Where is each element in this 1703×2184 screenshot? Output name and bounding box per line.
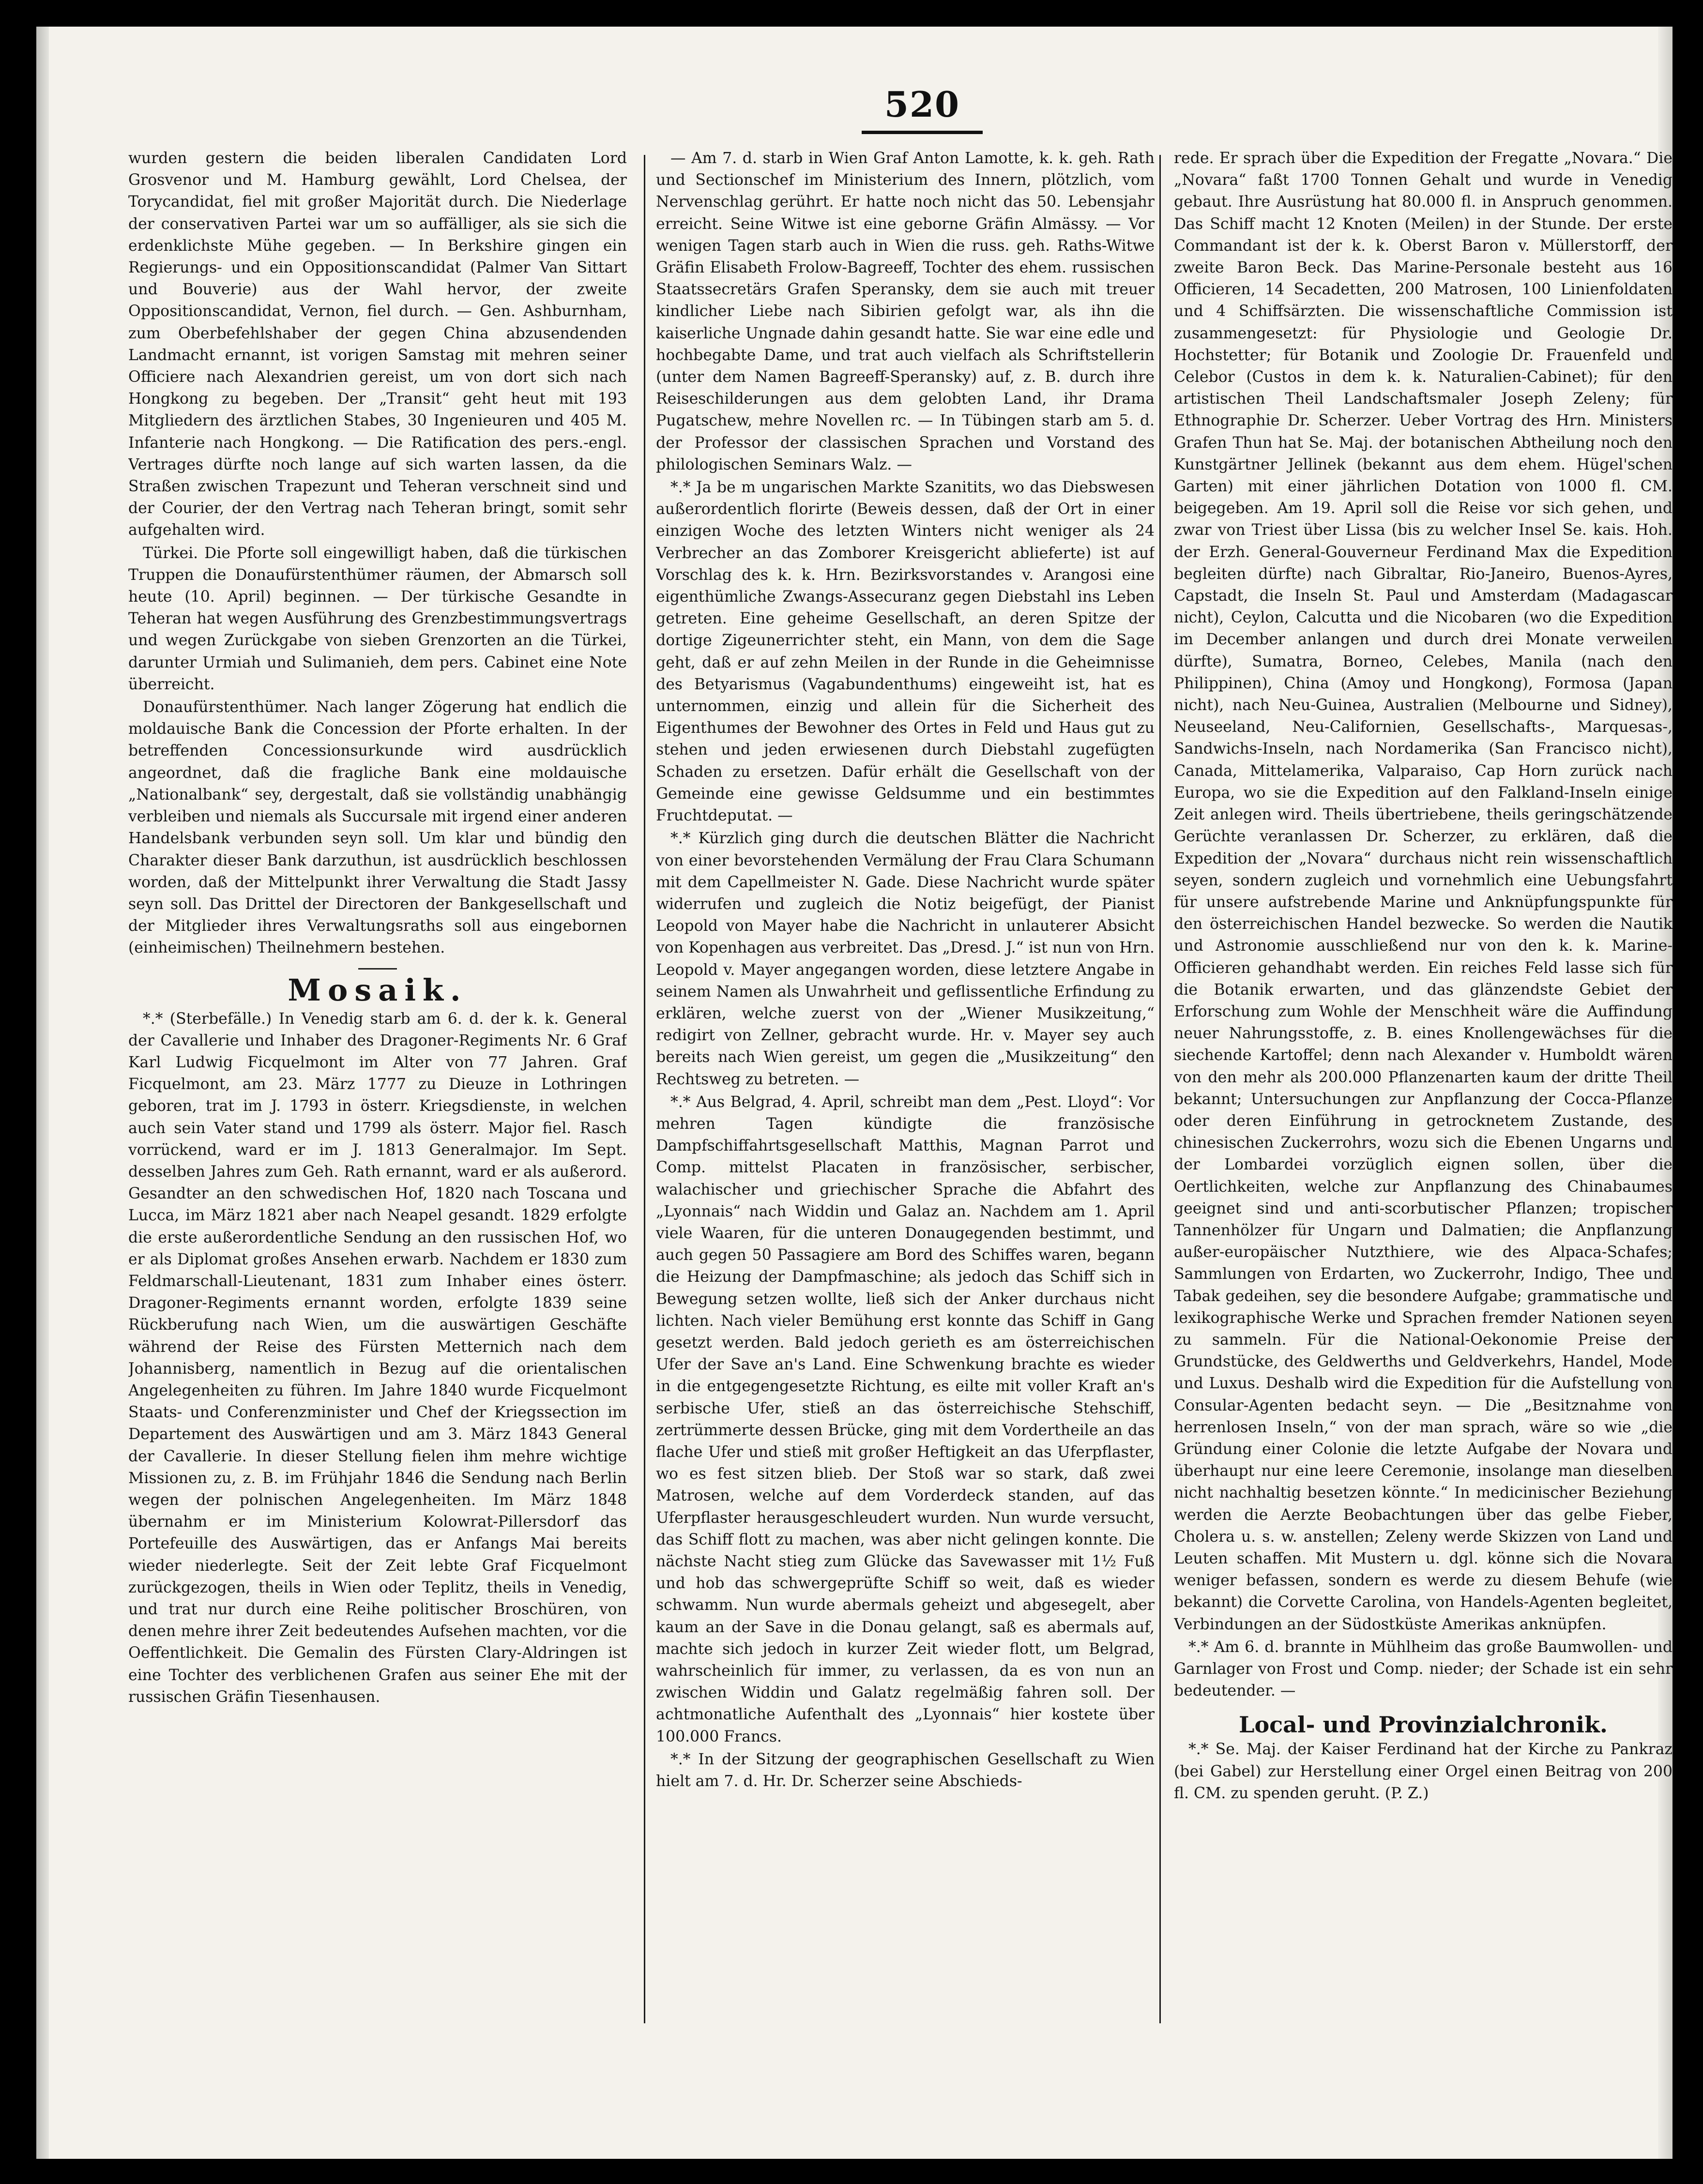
newspaper-page [36,27,1673,2159]
column-3 [1174,148,1673,2055]
paragraph: *.* Kürzlich ging durch die deutschen Blätter die Nachricht von einer bevorstehenden Vermälung der Frau Clara Schumann mit dem Capellmeister N. Gade. Diese Nachricht wurde später widerrufen und zugleich die Notiz beigefügt, der Pianist Leopold von Mayer habe die Nachricht in unlauterer Absicht von Kopenhagen aus verbreitet. Das „Dresd. J.“ ist nun von Hrn. Leopold v. Mayer angegangen worden, diese letztere Angabe in seinem Namen als Unwahrheit und geflissentliche Erfindung zu erklären, welche zuerst von der „Wiener Musikzeitung,“ redigirt von Zellner, gebracht wurde. Hr. v. Mayer sey auch bereits nach Wien gereist, um gegen die „Musikzeitung“ den Rechtsweg zu betreten. — [656,830,1155,1088]
paragraph: rede. Er sprach über die Expedition der Fregatte „Novara.“ Die „Novara“ faßt 1700 Tonnen Gehalt und wurde in Venedig gebaut. Ihre Ausrüstung hat 80.000 fl. in Anspruch genommen. Das Schiff macht 12 Knoten (Meilen) in der Stunde. Der erste Commandant ist der k. k. Oberst Baron v. Müllerstorff, der zweite Baron Beck. Das Marine-Personale besteht aus 16 Officieren, 14 Secadetten, 200 Matrosen, 100 Linienfoldaten und 4 Schiffsärzten. Die wissenschaftliche Commission ist zusammengesetzt: für Physiologie und Geologie Dr. Hochstetter; für Botanik und Zoologie Dr. Frauenfeld und Celebor (Custos in dem k. k. Naturalien-Cabinet); für den artistischen Theil Landschaftsmaler Joseph Zeleny; für Ethnographie Dr. Scherzer. Ueber Vortrag des Hrn. Ministers Grafen Thun hat Se. Maj. der botanischen Abtheilung noch den Kunstgärtner Jellinek (bekannt aus dem ehem. Hügel'schen Garten) mit einer jährlichen Dotation von 1000 fl. CM. beigegeben. Am 19. April soll die Reise vor sich gehen, und zwar von Triest über Lissa (bis zu welcher Insel Se. kais. Hoh. der Erzh. General-Gouverneur Ferdinand Max die Expedition begleiten dürfte) nach Gibraltar, Rio-Janeiro, Buenos-Ayres, Capstadt, die Inseln St. Paul und Amsterdam (Madagascar nicht), Ceylon, Calcutta und die Nicobaren (wo die Expedition im December anlangen und durch drei Monate verweilen dürfte), Sumatra, Borneo, Celebes, Manila (nach den Philippinen), China (Amoy und Hongkong), Formosa (Japan nicht), nach Neu-Guinea, Australien (Melbourne und Sidney), Neuseeland, Neu-Californien, Gesellschafts-, Marquesas-, Sandwichs-Inseln, nach Nordamerika (San Francisco nicht), Canada, Mittelamerika, Valparaiso, Cap Horn zurück nach Europa, wo sie die Expedition auf den Falkland-Inseln einige Zeit anlegen wird. Theils übertriebene, theils geringschätzende Gerüchte veranlassen Dr. Scherzer, zu erklären, daß die Expedition der „Novara“ durchaus nicht rein wissenschaftlich seyen, sondern zugleich und vornehmlich eine Uebungsfahrt für unsere aufstrebende Marine und Anknüpfungspunkte für den österreichischen Handel bezwecke. So werden die Nautik und Astronomie ausschließend nur von den k. k. Marine-Officieren gehandhabt werden. Ein reiches Feld lasse sich für die Botanik erwarten, und das glänzendste Gebiet der Erforschung zum Wohle der Menschheit wäre die Auffindung neuer Nahrungsstoffe, z. B. eines Knollengewächses für die siechende Kartoffel; denn nach Alexander v. Humboldt wären von den mehr als 200.000 Pflanzenarten kaum der dritte Theil bekannt; Untersuchungen zur Anpflanzung der Cocca-Pflanze oder deren Einführung in getrocknetem Zustande, des chinesischen Zuckerrohrs, wozu sich die Ebenen Ungarns und der Lombardei vorzüglich eignen sollen, über die Oertlichkeiten, welche zur Anpflanzung des Chinabaumes geeignet sind und anti-scorbutischer Pflanzen; tropischer Tannenhölzer für Ungarn und Dalmatien; die Anpflanzung außer-europäischer Nutzthiere, wie des Alpaca-Schafes; Sammlungen von Erdarten, wo Zuckerrohr, Indigo, Thee und Tabak gedeihen, sey die besondere Aufgabe; grammatische und lexikographische Werke und Sprachen fremder Nationen seyen zu sammeln. Für die National-Oekonomie Preise der Grundstücke, des Geldwerths und Geldverkehrs, Handel, Mode und Luxus. Deshalb wird die Expedition für die Aufstellung von Consular-Agenten bedacht seyn. — Die „Besitznahme von herrenlosen Inseln,“ von der man sprach, wäre so wie „die Gründung einer Colonie die letzte Aufgabe der Novara und überhaupt nur eine leere Ceremonie, insolange man dieselben nicht nachhaltig besetzen könnte.“ In medicinischer Beziehung werden die Aerzte Beobachtungen über das gelbe Fieber, Cholera u. s. w. anstellen; Zeleny werde Skizzen von Land und Leuten schaffen. Mit Mustern u. dgl. könne sich die Novara weniger befassen, sondern es werde zu diesem Behufe (wie bekannt) die Corvette Carolina, von Handels-Agenten begleitet, Verbindungen an der Südostküste Amerikas anknüpfen. [1174,150,1673,1633]
section-heading-local-chronicle: Local- und Provinzialchronik. [1239,1712,1608,1738]
paragraph: *.* Ja be m ungarischen Markte Szanitits, wo das Diebswesen außerordentlich florirte (Beweis dessen, daß der Ort in einer einzigen Woche des letzten Winters nicht weniger als 24 Verbrecher an das Zomborer Kreisgericht ablieferte) ist auf Vorschlag des k. k. Hrn. Bezirksvorstandes v. Arangosi eine eigenthümliche Zwangs-Assecuranz gegen Diebstahl ins Leben getreten. Eine geheime Gesellschaft, an deren Spitze der dortige Zigeunerrichter steht, ein Mann, von dem die Sage geht, daß er auf zehn Meilen in der Runde in die Geheimnisse des Betyarismus (Vagabundenthums) eingeweiht ist, hat es unternommen, einzig und allein für die Sicherheit des Eigenthumes der Bewohner des Ortes in Feld und Haus gut zu stehen und jeden erwiesenen durch Diebstahl zugefügten Schaden zu ersetzen. Dafür erhält die Gesellschaft von der Gemeinde eine gewisse Geldsumme und ein bestimmtes Fruchtdeputat. — [656,479,1155,825]
paragraph: *.* In der Sitzung der geographischen Gesellschaft zu Wien hielt am 7. d. Hr. Dr. Scherzer seine Abschieds- [656,1750,1155,1790]
paragraph: — Am 7. d. starb in Wien Graf Anton Lamotte, k. k. geh. Rath und Sectionschef im Ministerium des Innern, plötzlich, vom Nervenschlag gerührt. Er hatte noch nicht das 50. Lebensjahr erreicht. Seine Witwe ist eine geborne Gräfin Almässy. — Vor wenigen Tagen starb auch in Wien die russ. geh. Raths-Witwe Gräfin Elisabeth Frolow-Bagreeff, Tochter des ehem. russischen Staatssecretärs Grafen Speransky, dem sie auch mit treuer kindlicher Liebe nach Sibirien gefolgt war, als ihn die kaiserliche Ungnade dahin gesandt hatte. Sie war eine edle und hochbegabte Dame, und trat auch vielfach als Schriftstellerin (unter dem Namen Bagreeff-Speransky) auf, z. B. durch ihre Reiseschilderungen aus dem gelobten Land, ihr Drama Pugatschew, mehre Novellen rc. — In Tübingen starb am 5. d. der Professor der classischen Sprachen und Vorstand des philologischen Seminars Walz. — [656,150,1155,473]
paragraph: *.* Am 6. d. brannte in Mühlheim das große Baumwollen- und Garnlager von Frost und Comp. nieder; der Schade ist ein sehr bedeutender. — [1174,1638,1673,1700]
column-1 [128,148,627,2055]
paragraph: Türkei. Die Pforte soll eingewilligt haben, daß die türkischen Truppen die Donaufürstenthümer räumen, der Abmarsch soll heute (10. April) beginnen. — Der türkische Gesandte in Teheran hat wegen Ausführung des Grenzbestimmungsvertrags und wegen Zurückgabe von sieben Grenzorten an die Türkei, darunter Urmiah und Sulimanieh, dem pers. Cabinet eine Note überreicht. [128,544,627,693]
paragraph: *.* Se. Maj. der Kaiser Ferdinand hat der Kirche zu Pankraz (bei Gabel) zur Herstellung einer Orgel einen Beitrag von 200 fl. CM. zu spenden geruht. (P. Z.) [1174,1741,1673,1802]
page-number: 520 [884,84,960,125]
section-heading-mosaik: Mosaik. [288,972,468,1008]
paragraph: Donaufürstenthümer. Nach langer Zögerung hat endlich die moldauische Bank die Concession der Pforte erhalten. In der betreffenden Concessionsurkunde wird ausdrücklich angeordnet, daß die fragliche Bank eine moldauische „Nationalbank“ sey, dergestalt, daß sie vollständig unabhängig verbleiben und niemals als Succursale mit irgend einer anderen Handelsbank verbunden seyn soll. Um klar und bündig den Charakter dieser Bank darzuthun, ist ausdrücklich beschlossen worden, daß der Mittelpunkt ihrer Verwaltung die Stadt Jassy seyn soll. Das Drittel der Directoren der Bankgesellschaft und der Mitglieder ihres Verwaltungsraths soll aus eingebornen (einheimischen) Theilnehmern bestehen. [128,698,627,957]
column-divider-1 [644,155,645,2023]
column-divider-2 [1159,155,1161,2023]
column-2 [656,148,1155,2055]
paragraph: *.* (Sterbefälle.) In Venedig starb am 6. d. der k. k. General der Cavallerie und Inhaber des Dragoner-Regiments Nr. 6 Graf Karl Ludwig Ficquelmont im Alter von 77 Jahren. Graf Ficquelmont, am 23. März 1777 zu Dieuze in Lothringen geboren, trat im J. 1793 in österr. Kriegsdienste, in welchen auch sein Vater stand und 1799 als österr. Major fiel. Rasch vorrückend, ward er im J. 1813 Generalmajor. Im Sept. desselben Jahres zum Geh. Rath ernannt, ward er als außerord. Gesandter an den schwedischen Hof, 1820 nach Toscana und Lucca, im März 1821 aber nach Neapel gesandt. 1829 erfolgte die erste außerordentliche Sendung an den russischen Hof, wo er als Diplomat großes Ansehen erwarb. Nachdem er 1830 zum Feldmarschall-Lieutenant, 1831 zum Inhaber eines österr. Dragoner-Regiments ernannt worden, erfolgte 1839 seine Rückberufung nach Wien, um die auswärtigen Geschäfte während der Reise des Fürsten Metternich nach dem Johannisberg, namentlich in Bezug auf die orientalischen Angelegenheiten zu führen. Im Jahre 1840 wurde Ficquelmont Staats- und Conferenzminister und Chef der Kriegssection im Departement des Auswärtigen und am 3. März 1843 General der Cavallerie. In dieser Stellung fielen ihm mehre wichtige Missionen zu, z. B. im Frühjahr 1846 die Sendung nach Berlin wegen der polnischen Angelegenheiten. Im März 1848 übernahm er im Ministerium Kolowrat-Pillersdorf das Portefeuille des Auswärtigen, das er Anfangs Mai bereits wieder niederlegte. Seit der Zeit lebte Graf Ficquelmont zurückgezogen, theils in Wien oder Teplitz, theils in Venedig, und trat nur durch eine Reihe politischer Broschüren, von denen mehre ihrer Zeit bedeutendes Aufsehen machten, vor die Oeffentlichkeit. Die Gemalin des Fürsten Clary-Aldringen ist eine Tochter des verblichenen Grafen aus seiner Ehe mit der russischen Gräfin Tiesenhausen. [128,1010,627,1706]
paragraph: *.* Aus Belgrad, 4. April, schreibt man dem „Pest. Lloyd“: Vor mehren Tagen kündigte die französische Dampfschiffahrtsgesellschaft Matthis, Magnan Parrot und Comp. mittelst Placaten in französischer, serbischer, walachischer und griechischer Sprache die Abfahrt des „Lyonnais“ nach Widdin und Galaz an. Nachdem am 1. April viele Waaren, für die unteren Donaugegenden bestimmt, und auch gegen 50 Passagiere am Bord des Schiffes waren, begann die Heizung der Dampfmaschine; als jedoch das Schiff sich in Bewegung setzen wollte, ließ sich der Anker durchaus nicht lichten. Nach vieler Bemühung erst konnte das Schiff in Gang gesetzt werden. Bald jedoch gerieth es am österreichischen Ufer der Save an's Land. Eine Schwenkung brachte es wieder in die entgegengesetzte Richtung, es eilte mit voller Kraft an's serbische Ufer, stieß an das österreichische Stehschiff, zertrümmerte dessen Brücke, ging mit dem Vordertheile an das flache Ufer und stieß mit großer Heftigkeit an das Uferpflaster, wo es fest sitzen blieb. Der Stoß war so stark, daß zwei Matrosen, welche auf dem Vorderdeck standen, auf das Uferpflaster herausgeschleudert wurden. Nun wurde versucht, das Schiff flott zu machen, was aber nicht gelingen konnte. Die nächste Nacht stieg zum Glücke das Savewasser mit 1½ Fuß und hob das schwergeprüfte Schiff so weit, daß es wieder schwamm. Nun wurde abermals geheizt und abgesegelt, aber kaum an der Save in die Donau gelangt, saß es abermals auf, machte sich jedoch in kurzer Zeit wieder flott, um Belgrad, wahrscheinlich für immer, zu verlassen, da es von nun an zwischen Widdin und Galatz regelmäßig fahren soll. Der achtmonatliche Aufenthalt des „Lyonnais“ hier kostete über 100.000 Francs. [656,1093,1155,1745]
page-edge-left [36,27,49,2159]
paragraph: wurden gestern die beiden liberalen Candidaten Lord Grosvenor und M. Hamburg gewählt, Lord Chelsea, der Torycandidat, fiel mit großer Majorität durch. Die Niederlage der conservativen Partei war um so auffälliger, als sie sich die erdenklichste Mühe gegeben. — In Berkshire gingen ein Regierungs- und ein Oppositionscandidat (Palmer Van Sittart und Bouverie) aus der Wahl hervor, der zweite Oppositionscandidat, Vernon, fiel durch. — Gen. Ashburnham, zum Oberbefehlshaber der gegen China abzusendenden Landmacht ernannt, ist vorigen Samstag mit mehren seiner Officiere nach Alexandrien gereist, um von dort sich nach Hongkong zu begeben. Der „Transit“ geht heut mit 193 Mitgliedern des ärztlichen Stabes, 30 Ingenieuren und 405 M. Infanterie nach Hongkong. — Die Ratification des pers.-engl. Vertrages dürfte noch lange auf sich warten lassen, da die Straßen zwischen Trapezunt und Teheran verschneit sind und der Courier, der den Vertrag nach Teheran bringt, somit sehr aufgehalten wird. [128,150,627,539]
section-divider [358,968,397,970]
page-number-underline [862,131,983,134]
